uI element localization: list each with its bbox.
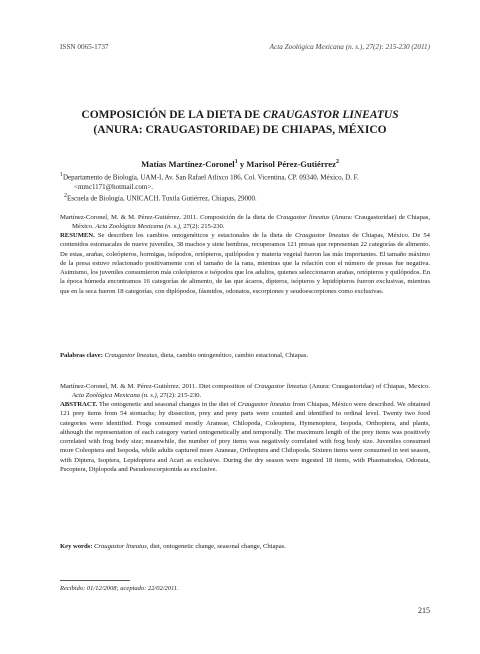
affiliation-1-text: Departamento de Biología, UAM-I, Av. San Rafael Atlixco 186, Col. Vicentina, CP. 09340, México, D. F. <mmc1171@hotmail.com>.: [63, 173, 359, 192]
abstract-species: Craugastor lineatus: [237, 401, 291, 408]
citation-en-b: (Anura: Craugastoridae) of Chiapas, Mexico.: [307, 383, 430, 390]
title-line-2: (ANURA: CRAUGASTORIDAE) DE CHIAPAS, MÉXICO: [93, 123, 387, 136]
footnote-rule: [60, 580, 130, 581]
key-words-species: Craugastor lineatus: [94, 543, 147, 550]
journal-reference: Acta Zoológica Mexicana (n. s.), 27(2): 215-230 (2011): [269, 43, 430, 51]
title-prefix: COMPOSICIÓN DE LA DIETA DE: [81, 109, 263, 121]
article-title: [40, 108, 440, 137]
abstract-text-a: The ontogenetic and seasonal changes in the diet of: [97, 401, 238, 408]
citation-es-species: Craugastor lineatus: [276, 214, 330, 221]
affiliation-1: [60, 170, 430, 192]
author-1: Matías Martínez-Coronel: [141, 159, 235, 169]
resumen-label: RESUMEN.: [60, 232, 95, 239]
citation-en-a: Martínez-Coronel, M. & M. Pérez-Gutiérrez. 2011. Diet composition of: [60, 383, 255, 390]
resumen-species: Craugastor lineatus: [295, 232, 350, 239]
affiliation-2-sup: 2: [64, 193, 67, 199]
citation-english: [60, 382, 430, 401]
page-number: 215: [418, 606, 430, 615]
received-date: Recibido: 01/12/2008; aceptado: 22/02/2011.: [60, 585, 179, 592]
abstract-label: ABSTRACT.: [60, 401, 98, 408]
palabras-clave-text: , dieta, cambio ontogenético, cambio estacional, Chiapas.: [157, 352, 309, 359]
citation-es-c: , 27(2): 215-230.: [180, 223, 225, 231]
citation-spanish: [60, 213, 430, 232]
title-species: CRAUGASTOR LINEATUS: [263, 109, 399, 121]
key-words-label: Key words:: [60, 543, 93, 550]
author-2-sup: 2: [335, 159, 339, 166]
palabras-clave-label: Palabras clave:: [60, 352, 103, 359]
abstract-text-b: from Chiapas, México were described. We obtained 121 prey items from 54 stomachs; by dissection, prey and prey parts were counted and identified to ordinal level. Twenty two food categories were identified. Frogs consumed mostly Araneae, Chilopoda, Coleoptera, Hymenoptera, Isopoda, Orthoptera, and plants, although the representation of each category varied ontogenetically and temporally. The maximum length of the prey items was positively correlated with frog body size; meanwhile, the number of prey items was negatively correlated with frog body size. Juveniles consumed more Coleoptera and Isopoda, while adults captured more Araneae, Orthoptera and Chilopoda. Sixteen items were consumed in wet season, with Diptera, Isoptera, Lepidoptera and Acari as exclusive. During the dry season were ingested 18 items, with Phasmatodea, Odonata, Pscoptera, Diplopoda and Pseudoescorpionida as exclusive.: [60, 401, 430, 474]
resumen-text-a: Se describen los cambios ontogenéticos y estacionales de la dieta de: [94, 232, 296, 239]
issn: ISSN 0065-1737: [60, 43, 109, 51]
citation-es-journal: Acta Zoológica Mexicana (n. s.): [95, 223, 180, 231]
citation-es-a: Martínez-Coronel, M. & M. Pérez-Gutiérrez. 2011. Composición de la dieta de: [60, 214, 277, 221]
affiliation-2: [60, 191, 430, 203]
citation-en-c: , 27(2): 215-230.: [156, 392, 202, 400]
abstract-spanish: [60, 231, 430, 296]
author-1-sup: 1: [234, 159, 238, 166]
keywords-english: [60, 542, 430, 551]
citation-es-b: (Anura: Craugastoridae) de Chiapas, México.: [72, 214, 430, 231]
palabras-clave-species: Craugastor lineatus: [104, 352, 158, 359]
authors: [40, 159, 440, 169]
citation-en-journal: Acta Zoológica Mexicana (n. s.): [72, 392, 157, 400]
keywords-spanish: [60, 351, 430, 360]
affiliation-2-text: Escuela de Biología, UNICACH. Tuxtla Gutiérrez, Chiapas, 29000.: [67, 194, 257, 203]
affiliation-1-sup: 1: [60, 172, 63, 178]
citation-en-species: Craugastor lineatus: [254, 383, 308, 390]
author-connector: y: [237, 159, 247, 169]
author-2: Marisol Pérez-Gutiérrez: [246, 159, 336, 169]
key-words-text: , diet, ontogenetic change, seasonal change, Chiapas.: [146, 543, 286, 550]
resumen-text-b: de Chiapas, México. De 54 contenidos estomacales de nueve juveniles, 38 machos y siete hembras, recuperamos 121 presas que representan 22 categorías de alimento. De estas, arañas, coleópteros, hormigas, isópodos, ortópteros, quilópodos y materia vegetal fueron las más importantes. El tamaño máximo de la presa estuvo relacionado positivamente con el tamaño de la rana, mientras que la relación con el número de presas fue negativa. Asimismo, los juveniles consumieron más coleópteros e isópodos que los adultos, quienes seleccionaron arañas, ortópteros y quilópodos. En la época húmeda encontramos 16 categorías de alimento, de las que ácaros, dípteros, isópteros y lepidópteros fueron exclusivas, mientras que en la seca fueron 18 categorías, con diplópodos, fásmidos, odonatos, escorpiones y seudoescorpiones como exclusivas.: [60, 232, 430, 295]
title-line-1: [40, 108, 440, 123]
abstract-english: [60, 400, 430, 474]
